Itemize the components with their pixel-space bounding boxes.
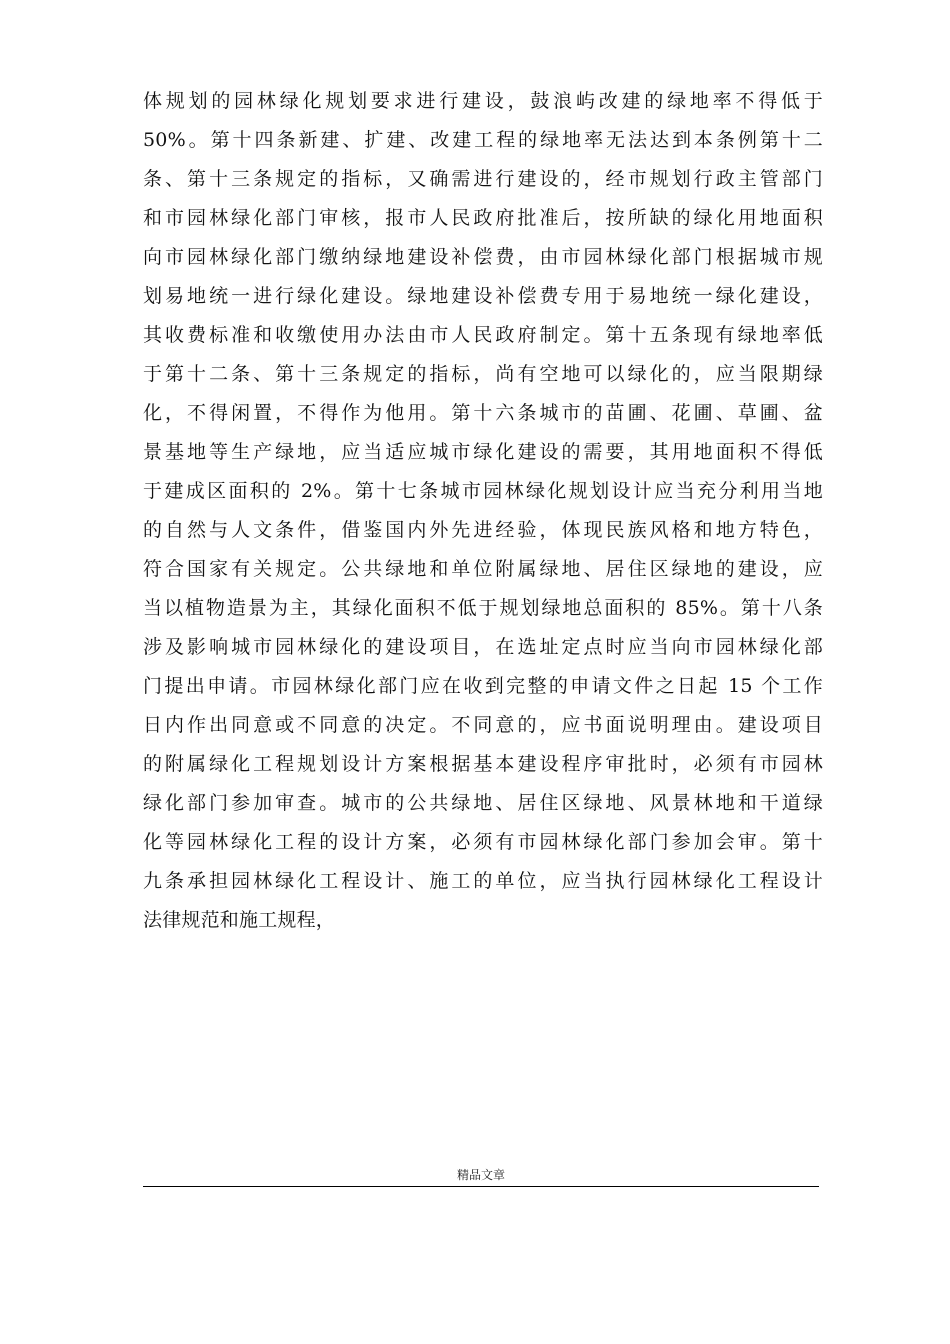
text-line: 的自然与人文条件，借鉴国内外先进经验，体现民族风格和地方特色， bbox=[143, 519, 823, 541]
text-line: 其收费标准和收缴使用办法由市人民政府制定。第十五条现有绿地率低 bbox=[143, 324, 823, 346]
text-line: 的附属绿化工程规划设计方案根据基本建设程序审批时，必须有市园林 bbox=[143, 753, 823, 775]
text-line: 化等园林绿化工程的设计方案，必须有市园林绿化部门参加会审。第十 bbox=[143, 831, 823, 853]
page-footer: 精品文章 bbox=[143, 1166, 819, 1187]
text-line: 当以植物造景为主，其绿化面积不低于规划绿地总面积的 85%。第十八条 bbox=[143, 597, 823, 619]
text-line: 日内作出同意或不同意的决定。不同意的，应书面说明理由。建设项目 bbox=[143, 714, 823, 736]
text-line: 向市园林绿化部门缴纳绿地建设补偿费，由市园林绿化部门根据城市规 bbox=[143, 246, 823, 268]
text-line: 涉及影响城市园林绿化的建设项目，在选址定点时应当向市园林绿化部 bbox=[143, 636, 823, 658]
text-line: 绿化部门参加审查。城市的公共绿地、居住区绿地、风景林地和干道绿 bbox=[143, 792, 823, 814]
text-line: 于建成区面积的 2%。第十七条城市园林绿化规划设计应当充分利用当地 bbox=[143, 480, 823, 502]
text-line: 化，不得闲置，不得作为他用。第十六条城市的苗圃、花圃、草圃、盆 bbox=[143, 402, 823, 424]
text-line: 划易地统一进行绿化建设。绿地建设补偿费专用于易地统一绿化建设， bbox=[143, 285, 823, 307]
text-line: 符合国家有关规定。公共绿地和单位附属绿地、居住区绿地的建设，应 bbox=[143, 558, 823, 580]
text-line: 于第十二条、第十三条规定的指标，尚有空地可以绿化的，应当限期绿 bbox=[143, 363, 823, 385]
text-line: 九条承担园林绿化工程设计、施工的单位，应当执行园林绿化工程设计 bbox=[143, 870, 823, 892]
body-text bbox=[143, 82, 823, 940]
text-line: 法律规范和施工规程， bbox=[143, 909, 336, 931]
text-line: 50%。第十四条新建、扩建、改建工程的绿地率无法达到本条例第十二 bbox=[143, 129, 823, 151]
text-line: 条、第十三条规定的指标，又确需进行建设的，经市规划行政主管部门 bbox=[143, 168, 823, 190]
text-line: 门提出申请。市园林绿化部门应在收到完整的申请文件之日起 15 个工作 bbox=[143, 675, 823, 697]
text-line: 和市园林绿化部门审核，报市人民政府批准后，按所缺的绿化用地面积 bbox=[143, 207, 823, 229]
text-line: 景基地等生产绿地，应当适应城市绿化建设的需要，其用地面积不得低 bbox=[143, 441, 823, 463]
text-line: 体规划的园林绿化规划要求进行建设，鼓浪屿改建的绿地率不得低于 bbox=[143, 90, 823, 112]
